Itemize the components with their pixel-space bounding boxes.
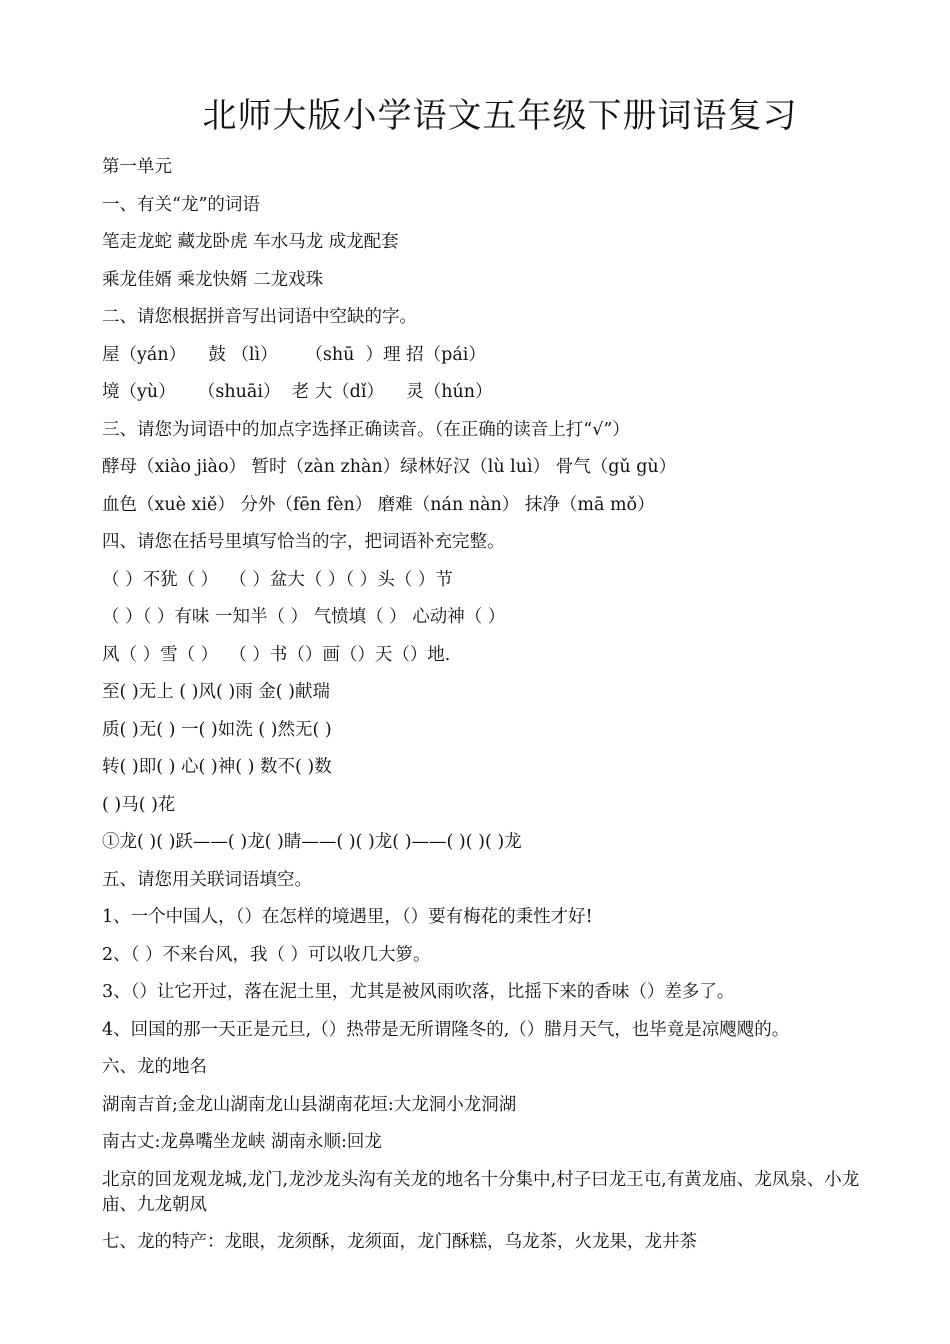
text-line: 乘龙佳婿 乘龙快婿 二龙戏珠 <box>102 269 324 290</box>
section-heading-1: 一、有关“龙”的词语 <box>102 194 260 215</box>
text-line: 至( )无上 ( )风( )雨 金( )献瑞 <box>102 682 330 702</box>
text-line: 酵母（xiào jiào） 暂时（zàn zhàn）绿林好汉（lù luì） 骨气（gǔ gù） <box>102 457 677 477</box>
section-heading-7: 七、龙的特产：龙眼，龙须酥，龙须面，龙门酥糕，乌龙茶，火龙果，龙井茶 <box>102 1231 697 1252</box>
text-paragraph: 北京的回龙观龙城,龙门,龙沙龙头沟有关龙的地名十分集中,村子曰龙王屯,有黄龙庙、龙凤泉、小龙庙、九龙朝凤 <box>102 1169 860 1215</box>
text-line: 3、（）让它开过，落在泥土里，尤其是被风雨吹落，比摇下来的香味（）差多了。 <box>102 982 735 1002</box>
text-line: 风（ ）雪（ ） （ ）书（）画（）天（）地. <box>102 644 451 665</box>
section-heading-4: 四、请您在括号里填写恰当的字，把词语补充完整。 <box>102 532 505 552</box>
text-line: 质( )无( ) 一( )如洗 ( )然无( ) <box>102 719 332 740</box>
text-line: 南古丈:龙鼻嘴坐龙峡 湖南永顺:回龙 <box>102 1132 382 1152</box>
text-line: （ ）不犹（ ） （ ）盆大（ ）（ ）头（ ）节 <box>102 569 453 590</box>
document-title: 北师大版小学语文五年级下册词语复习 <box>202 96 798 136</box>
text-line: 1、一个中国人，（）在怎样的境遇里，（）要有梅花的秉性才好! <box>102 907 593 927</box>
text-line: ①龙( )( )跃——( )龙( )睛——( )( )龙( )——( )( )( )龙 <box>102 832 522 852</box>
text-line: 笔走龙蛇 藏龙卧虎 车水马龙 成龙配套 <box>102 232 399 252</box>
text-line: 血色（xuè xiě） 分外（fēn fèn） 磨难（nán nàn） 抹净（mā mǒ） <box>102 494 655 515</box>
text-line: 4、回国的那一天正是元旦,（）热带是无所谓隆冬的,（）腊月天气，也毕竟是凉飕飕的。 <box>102 1019 790 1040</box>
section-heading-5: 五、请您用关联词语填空。 <box>102 869 312 890</box>
text-line: 2、（ ）不来台风，我（ ）可以收几大箩。 <box>102 944 431 965</box>
text-line: 湖南吉首;金龙山湖南龙山县湖南花垣:大龙洞小龙洞湖 <box>102 1094 517 1115</box>
text-line: （ ）（ ）有味 一知半（ ） 气愤填（ ） 心动神（ ） <box>102 607 506 627</box>
text-line: 屋（yán） 鼓 （lì） （shū ）理 招（pái） <box>102 344 486 365</box>
text-line: ( )马( )花 <box>102 794 176 815</box>
text-line: 境（yù） （shuāi） 老 大（dǐ） 灵（hún） <box>102 382 493 402</box>
section-heading-6: 六、龙的地名 <box>102 1057 207 1077</box>
unit-heading: 第一单元 <box>102 157 172 177</box>
section-heading-2: 二、请您根据拼音写出词语中空缺的字。 <box>102 307 417 327</box>
text-line: 转( )即( ) 心( )神( ) 数不( )数 <box>102 757 332 777</box>
section-heading-3: 三、请您为词语中的加点字选择正确读音。（在正确的读音上打“√”） <box>102 419 630 440</box>
document-body <box>102 149 862 1261</box>
